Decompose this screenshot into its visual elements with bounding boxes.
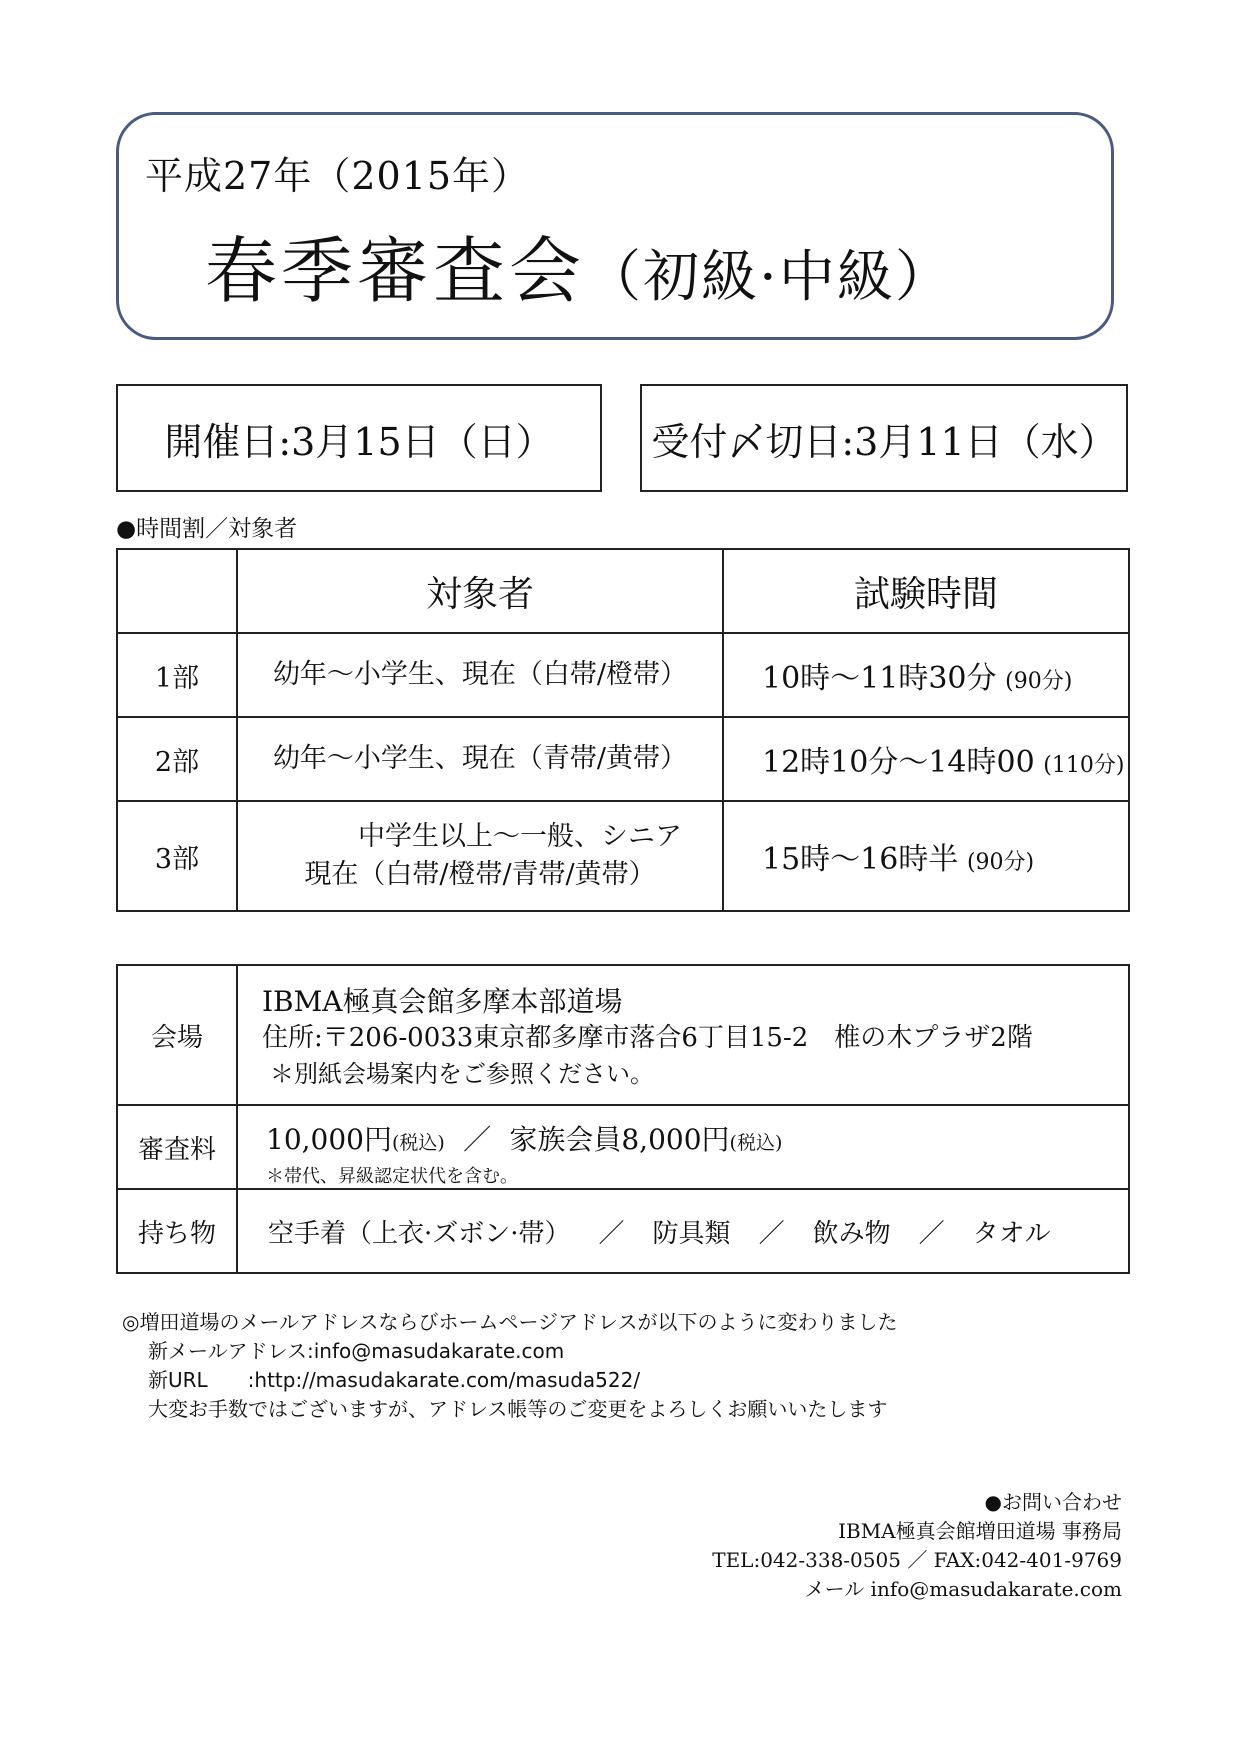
item-separator: ／	[918, 1218, 945, 1249]
item-separator: ／	[758, 1218, 785, 1249]
time-cell	[723, 801, 1129, 911]
fee-separator: ／	[463, 1123, 492, 1156]
title-main: 春季審査会	[205, 229, 586, 313]
deadline-box: 受付〆切日:3月11日（水）	[640, 384, 1128, 492]
notice-line: 大変お手数ではございますが、アドレス帳等のご変更をよろしくお願いいたします	[148, 1397, 888, 1421]
part-cell: 1部	[117, 633, 237, 717]
target-line: 幼年～小学生、現在（白帯/橙帯）	[272, 659, 688, 690]
duration: (90分)	[966, 850, 1035, 875]
notice-line: ◎増田道場のメールアドレスならびホームページアドレスが以下のように変わりました	[122, 1310, 898, 1334]
item-separator: ／	[598, 1218, 625, 1249]
items-row	[117, 1189, 1129, 1273]
notice-email: 新メールアドレス:info@masudakarate.com	[148, 1339, 565, 1363]
fee-label: 審査料	[117, 1105, 237, 1189]
target-line: 幼年～小学生、現在（青帯/黄帯）	[272, 743, 688, 774]
time-cell	[723, 717, 1129, 801]
fee-regular: 10,000円	[266, 1123, 392, 1156]
venue-address: 住所:〒206-0033東京都多摩市落合6丁目15-2 椎の木プラザ2階	[262, 1023, 1033, 1053]
schedule-table	[116, 548, 1130, 912]
duration: (110分)	[1043, 753, 1125, 778]
era-line: 平成27年（2015年）	[145, 154, 531, 198]
target-cell	[237, 633, 723, 717]
target-cell	[237, 717, 723, 801]
contact-heading: ●お問い合わせ	[984, 1490, 1122, 1514]
venue-label: 会場	[117, 965, 237, 1105]
venue-details	[237, 965, 1129, 1105]
header-target: 対象者	[237, 549, 723, 633]
part-cell: 3部	[117, 801, 237, 911]
items-list	[237, 1189, 1129, 1273]
venue-row	[117, 965, 1129, 1105]
target-line: 中学生以上～一般、シニア	[358, 821, 682, 852]
table-row	[117, 633, 1129, 717]
fee-family-tax: (税込)	[729, 1132, 783, 1154]
item: 空手着（上衣·ズボン·帯）	[268, 1218, 571, 1249]
item: 防具類	[652, 1218, 731, 1249]
header-time: 試験時間	[723, 549, 1129, 633]
title-box	[116, 112, 1114, 340]
table-row	[117, 801, 1129, 911]
header-part	[117, 549, 237, 633]
fee-note: ＊帯代、昇級認定状代を含む。	[266, 1166, 518, 1187]
item: 飲み物	[812, 1218, 891, 1249]
fee-family: 家族会員8,000円	[509, 1123, 730, 1156]
contact-block	[712, 1488, 1122, 1604]
schedule-caption: ●時間割／対象者	[116, 516, 298, 542]
contact-mail: メール info@masudakarate.com	[804, 1577, 1122, 1601]
time-range: 10時～11時30分	[762, 661, 997, 696]
part-cell: 2部	[117, 717, 237, 801]
contact-org: IBMA極真会館増田道場 事務局	[838, 1519, 1122, 1543]
target-line: 現在（白帯/橙帯/青帯/黄帯）	[304, 859, 656, 890]
event-date-box: 開催日:3月15日（日）	[116, 384, 602, 492]
fee-regular-tax: (税込)	[391, 1132, 445, 1154]
fee-details	[237, 1105, 1129, 1189]
title-subtitle: （初級·中級）	[585, 245, 953, 310]
item: タオル	[972, 1218, 1051, 1249]
fee-row	[117, 1105, 1129, 1189]
notice-url: 新URL :http://masudakarate.com/masuda522/	[148, 1368, 641, 1392]
time-cell	[723, 633, 1129, 717]
contact-tel-fax: TEL:042-338-0505 ／ FAX:042-401-9769	[712, 1548, 1122, 1572]
schedule-header-row	[117, 549, 1129, 633]
venue-name: IBMA極真会館多摩本部道場	[262, 985, 623, 1018]
target-cell	[237, 801, 723, 911]
address-change-notice	[122, 1308, 897, 1424]
page-title	[205, 213, 953, 317]
info-table	[116, 964, 1130, 1274]
time-range: 15時～16時半	[762, 842, 959, 877]
duration: (90分)	[1005, 669, 1073, 694]
table-row	[117, 717, 1129, 801]
time-range: 12時10分～14時00	[762, 745, 1035, 780]
items-label: 持ち物	[117, 1189, 237, 1273]
venue-note: ＊別紙会場案内をご参照ください。	[270, 1060, 654, 1088]
